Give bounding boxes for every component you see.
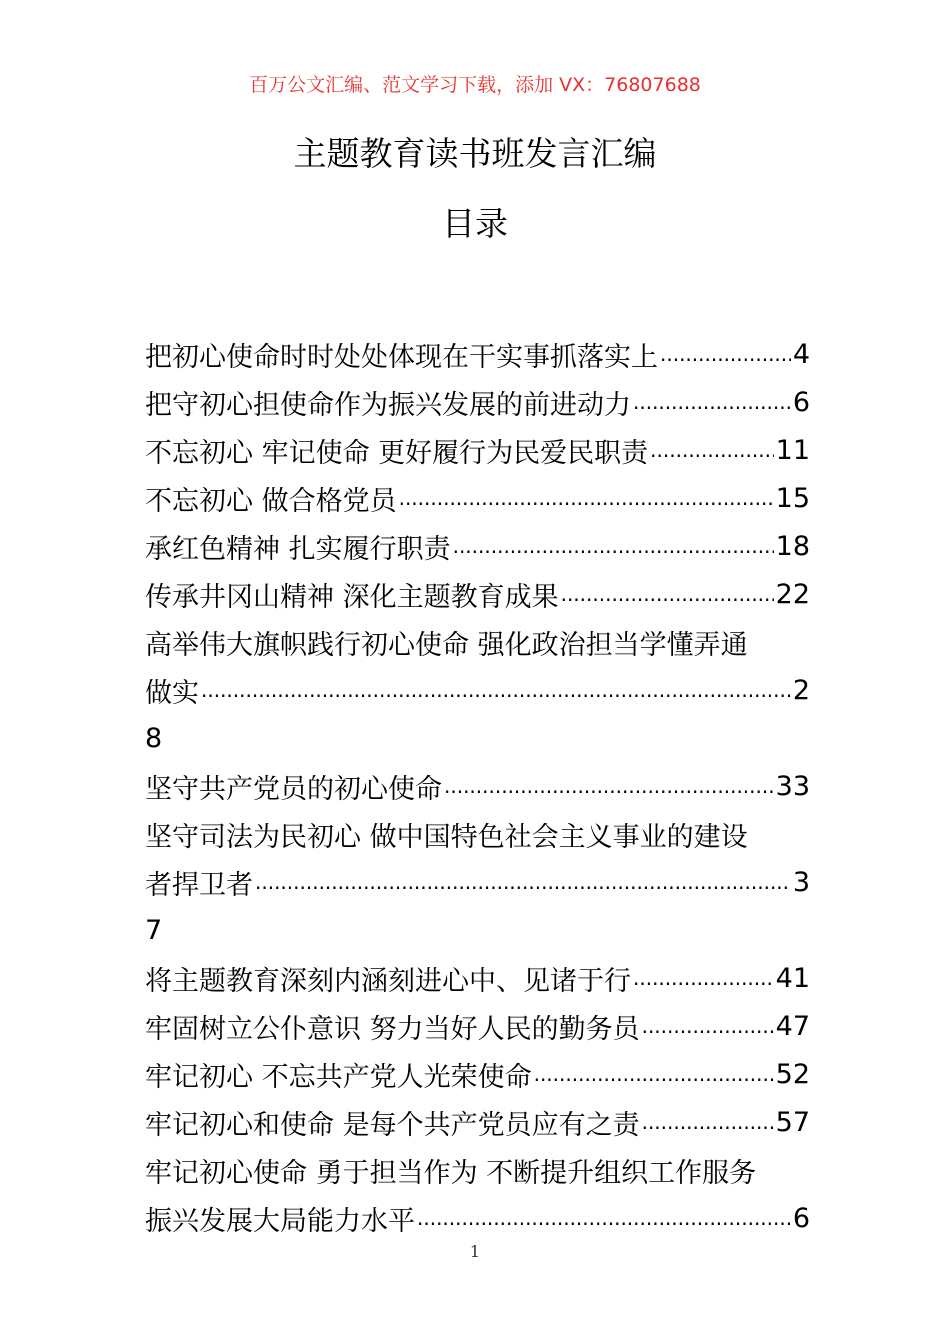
toc-entry-page: 15	[775, 482, 810, 514]
toc-entry[interactable]	[145, 474, 810, 522]
toc-entry-title: 牢记初心和使命 是每个共产党员应有之责	[145, 1109, 640, 1141]
toc-entry-page-part1: 2	[792, 674, 810, 706]
toc-entry-page-part1: 6	[792, 1202, 810, 1234]
toc-entry-title: 把初心使命时时处处体现在干实事抓落实上	[145, 341, 658, 373]
toc-entry-title: 牢记初心 不忘共产党人光荣使命	[145, 1061, 532, 1093]
toc-entry-title: 传承井冈山精神 深化主题教育成果	[145, 581, 559, 613]
toc-leader-dots	[561, 582, 774, 606]
toc-entry-page: 4	[792, 338, 810, 370]
toc-leader-dots	[201, 678, 791, 702]
toc-leader-dots	[650, 438, 773, 462]
toc-leader-dots	[633, 390, 791, 414]
toc-entry[interactable]	[145, 330, 810, 378]
toc-entry-title-line1: 坚守司法为民初心 做中国特色社会主义事业的建设	[145, 821, 748, 853]
toc-entry-page-part2: 8	[145, 722, 163, 754]
toc-entry[interactable]	[145, 378, 810, 426]
toc-entry[interactable]	[145, 522, 810, 570]
document-title: 主题教育读书班发言汇编	[293, 134, 657, 173]
toc-entry-page: 57	[775, 1106, 810, 1138]
toc-entry[interactable]	[145, 1050, 810, 1098]
toc-leader-dots	[534, 1062, 774, 1086]
toc-leader-dots	[417, 1206, 791, 1230]
toc-entry-page: 18	[775, 530, 810, 562]
toc-entry-page: 22	[775, 578, 810, 610]
toc-entry-page-wrap	[145, 714, 810, 762]
toc-leader-dots	[660, 342, 791, 366]
toc-entry-title-line1: 牢记初心使命 勇于担当作为 不断提升组织工作服务	[145, 1157, 757, 1189]
toc-entry[interactable]	[145, 426, 810, 474]
toc-entry-title: 把守初心担使命作为振兴发展的前进动力	[145, 389, 631, 421]
toc-entry-title: 承红色精神 扎实履行职责	[145, 533, 451, 565]
toc-leader-dots	[444, 774, 774, 798]
toc-entry-wrapped-line[interactable]	[145, 858, 810, 906]
toc-entry-wrapped-line[interactable]	[145, 1194, 810, 1242]
table-of-contents	[145, 330, 810, 1242]
toc-entry-page: 33	[775, 770, 810, 802]
toc-entry-wrapped-line[interactable]	[145, 810, 810, 858]
toc-entry[interactable]	[145, 1098, 810, 1146]
toc-entry-title-line2: 做实	[145, 677, 199, 709]
toc-leader-dots	[255, 870, 791, 894]
page-number: 1	[469, 1242, 481, 1261]
toc-entry[interactable]	[145, 1002, 810, 1050]
toc-entry[interactable]	[145, 570, 810, 618]
toc-entry-title: 不忘初心 牢记使命 更好履行为民爱民职责	[145, 437, 649, 469]
toc-entry-title-line1: 高举伟大旗帜践行初心使命 强化政治担当学懂弄通	[145, 629, 748, 661]
toc-entry-page: 47	[775, 1010, 810, 1042]
toc-leader-dots	[399, 486, 774, 510]
toc-leader-dots	[642, 1014, 774, 1038]
toc-leader-dots	[642, 1110, 774, 1134]
toc-leader-dots	[633, 966, 774, 990]
toc-entry-title-line2: 者捍卫者	[145, 869, 253, 901]
toc-entry-title-line2: 振兴发展大局能力水平	[145, 1205, 415, 1237]
toc-entry-page: 41	[775, 962, 810, 994]
toc-entry-title: 坚守共产党员的初心使命	[145, 773, 442, 805]
toc-entry-page-part2: 7	[145, 914, 163, 946]
toc-entry-page-wrap	[145, 906, 810, 954]
toc-entry-wrapped-line[interactable]	[145, 618, 810, 666]
toc-entry-title: 将主题教育深刻内涵刻进心中、见诸于行	[145, 965, 631, 997]
toc-heading: 目录	[442, 204, 508, 243]
toc-entry-page: 11	[775, 434, 810, 466]
toc-entry-wrapped-line[interactable]	[145, 1146, 810, 1194]
toc-entry-title: 不忘初心 做合格党员	[145, 485, 397, 517]
toc-leader-dots	[453, 534, 774, 558]
toc-entry-page: 52	[775, 1058, 810, 1090]
toc-entry-title: 牢固树立公仆意识 努力当好人民的勤务员	[145, 1013, 640, 1045]
header-contact-note: 百万公文汇编、范文学习下载，添加 VX：76807688	[249, 74, 701, 96]
toc-entry[interactable]	[145, 762, 810, 810]
toc-entry[interactable]	[145, 954, 810, 1002]
toc-entry-wrapped-line[interactable]	[145, 666, 810, 714]
toc-entry-page-part1: 3	[792, 866, 810, 898]
toc-entry-page: 6	[792, 386, 810, 418]
